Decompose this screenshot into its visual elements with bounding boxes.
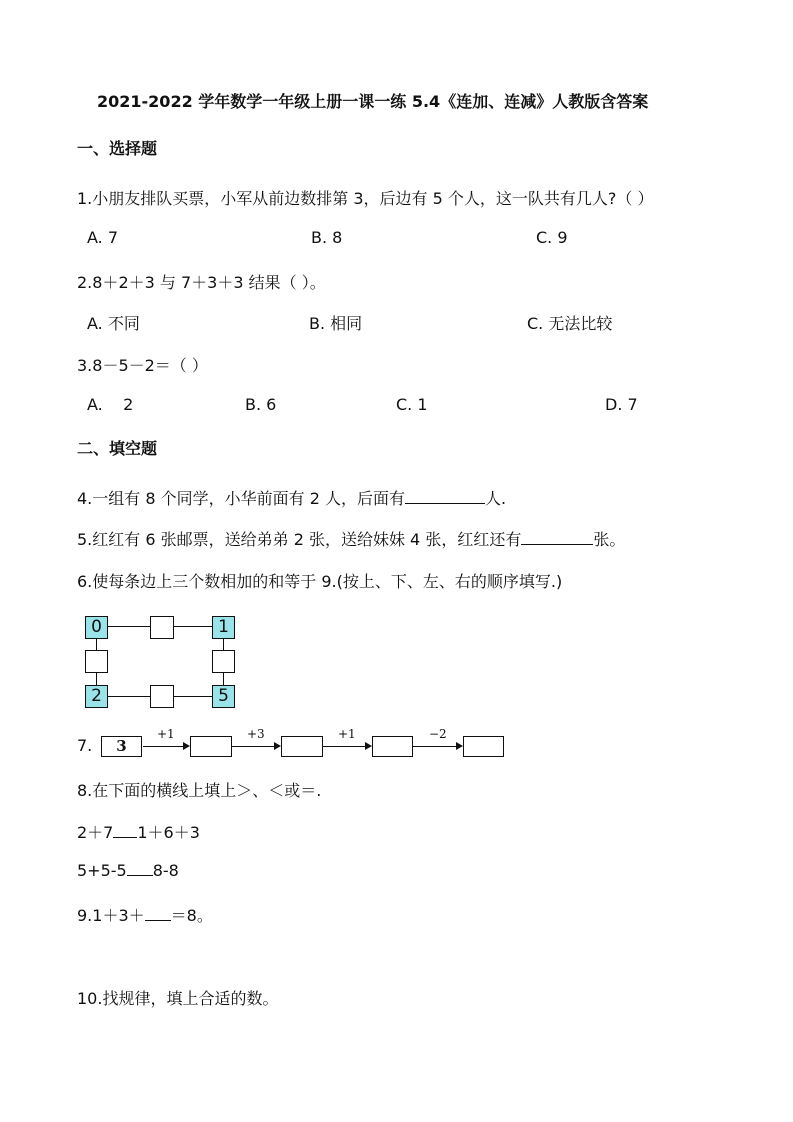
q5-text-before: 5.红红有 6 张邮票，送给弟弟 2 张，送给妹妹 4 张，红红还有 [77,530,522,549]
q2-option-c: C. 无法比较 [527,314,613,333]
q4-text-before: 4.一组有 8 个同学，小华前面有 2 人，后面有 [77,489,405,508]
q6-corner-bottom-left: 2 [85,685,108,708]
question-6: 6.使每条边上三个数相加的和等于 9.(按上、下、左、右的顺序填写.) [77,572,563,591]
q7-arrow-3 [323,746,365,747]
q1-option-a: A. 7 [87,228,119,247]
page-title: 2021-2022 学年数学一年级上册一课一练 5.4《连加、连减》人教版含答案 [97,92,649,111]
q7-box-1[interactable] [190,736,232,757]
question-8: 8.在下面的横线上填上＞、＜或＝. [77,781,322,800]
q3-option-c: C. 1 [396,395,428,414]
q7-box-3[interactable] [372,736,413,757]
q8-blank-1[interactable] [113,823,137,838]
q7-op-3: +1 [338,727,356,741]
q7-box-4[interactable] [463,736,504,757]
q4-answer-blank[interactable] [405,489,485,504]
q8-line-2-left: 5+5-5 [77,861,127,880]
question-2: 2.8＋2＋3 与 7＋3＋3 结果（ ）。 [77,273,326,292]
q6-box-bottom[interactable] [150,685,174,708]
q7-arrow-1 [143,746,183,747]
question-10: 10.找规律，填上合适的数。 [77,989,279,1008]
q7-arrow-2 [232,746,274,747]
q7-arrow-4 [413,746,456,747]
q6-corner-bottom-right: 5 [212,685,235,708]
q6-box-top[interactable] [150,616,174,639]
q3-option-b: B. 6 [245,395,277,414]
q7-op-1: +1 [157,727,175,741]
section-heading-fill: 二、填空题 [77,439,158,458]
question-7-label: 7. [77,736,93,755]
q4-text-after: 人. [484,489,507,508]
q3-option-d: D. 7 [605,395,638,414]
q7-box-2[interactable] [281,736,323,757]
q2-option-b: B. 相同 [309,314,363,333]
q5-answer-blank[interactable] [521,530,593,545]
question-1: 1.小朋友排队买票，小军从前边数排第 3，后边有 5 个人，这一队共有几人?（ ） [77,189,654,208]
q9-text-after: ＝8。 [170,906,213,925]
q6-box-right[interactable] [212,650,235,673]
question-3: 3.8－5－2＝（ ） [77,356,208,375]
q7-op-4: −2 [429,727,447,741]
question-5 [77,527,625,550]
q8-blank-2[interactable] [127,861,153,876]
q7-arrowhead-2 [274,742,281,750]
q7-start-box: 3 [101,736,142,757]
q9-answer-blank[interactable] [145,906,171,921]
q5-text-after: 张。 [593,530,626,549]
q6-corner-top-left: 0 [85,616,108,639]
q3-option-a: A. 2 [87,395,134,414]
q2-option-a: A. 不同 [87,314,140,333]
q8-line-1-left: 2＋7 [77,823,114,842]
question-9 [77,903,213,926]
q8-line-1 [77,820,200,843]
q9-text-before: 9.1＋3＋ [77,906,145,925]
q1-option-b: B. 8 [311,228,343,247]
q6-box-left[interactable] [85,650,108,673]
q6-corner-top-right: 1 [212,616,235,639]
q1-option-c: C. 9 [536,228,568,247]
question-4 [77,486,506,509]
q8-line-2 [77,861,179,880]
section-heading-choice: 一、选择题 [77,139,158,158]
q8-line-2-right: 8-8 [152,861,179,880]
q8-line-1-right: 1＋6＋3 [137,823,200,842]
q7-arrowhead-1 [183,742,190,750]
q7-op-2: +3 [247,727,265,741]
q7-arrowhead-3 [365,742,372,750]
q7-arrowhead-4 [456,742,463,750]
